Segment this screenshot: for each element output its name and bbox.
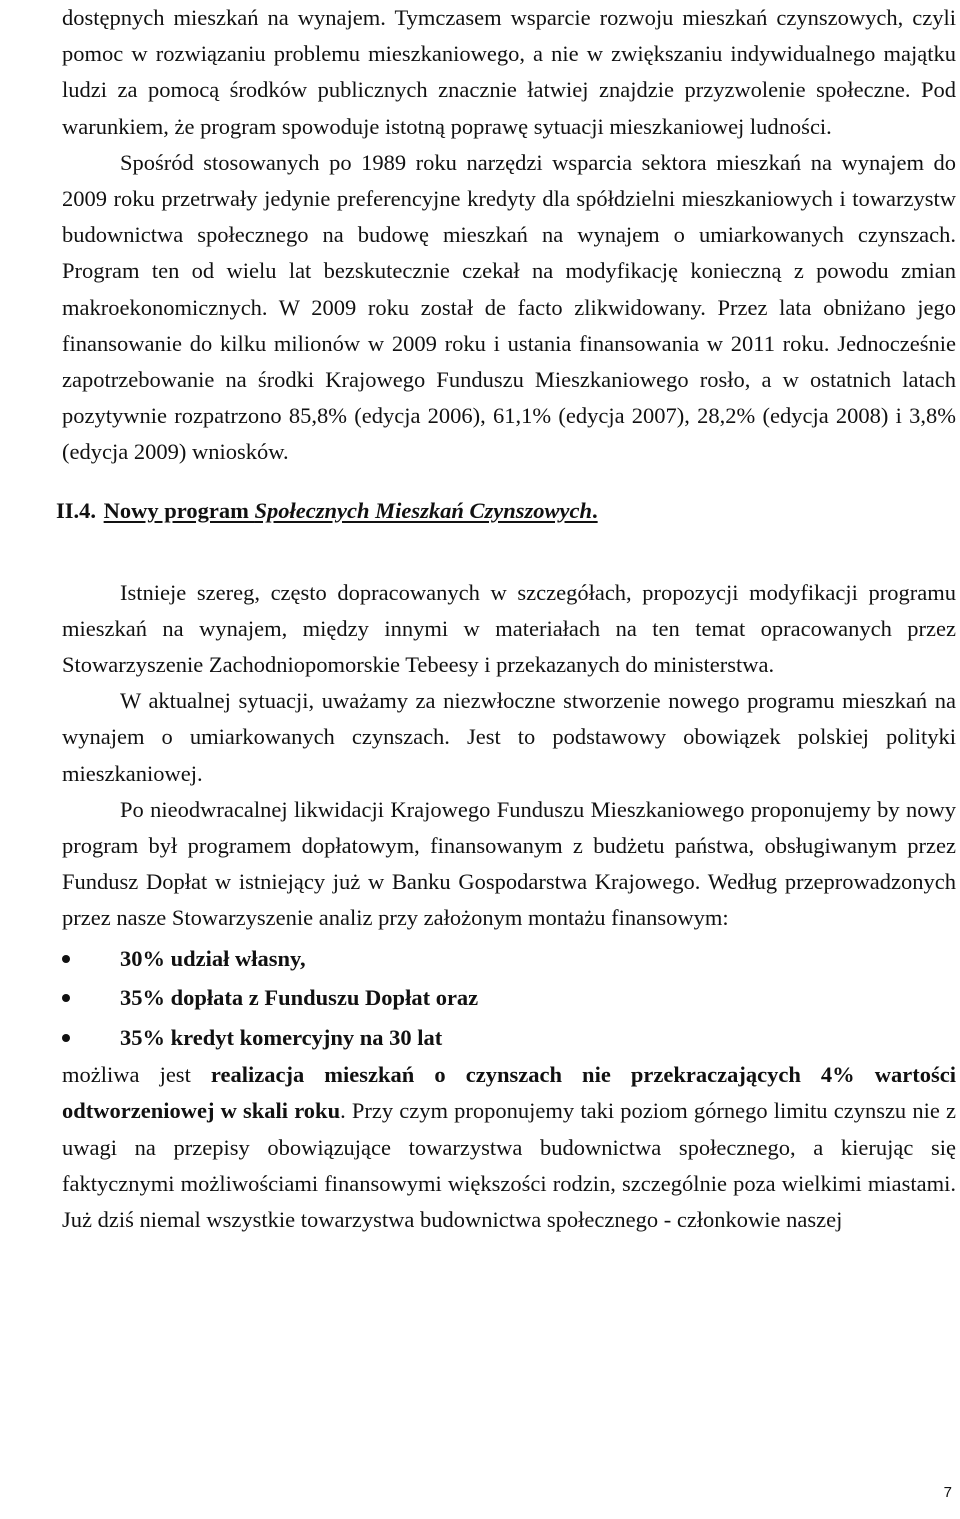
list-item: 35% dopłata z Funduszu Dopłat oraz [62,978,956,1018]
section-heading [56,493,956,529]
section-title: Nowy program Społecznych Mieszkań Czynszowych. [103,497,598,523]
paragraph-support-tools: Spośród stosowanych po 1989 roku narzędzi wsparcia sektora mieszkań na wynajem do 2009 roku przetrwały jedynie preferencyjne kredyty dla spółdzielni mieszkaniowych i towarzystw budownictwa społecznego na budowę mieszkań na wynajem o umiarkowanych czynszach. Program ten od wielu lat bezskutecznie czekał na modyfikację konieczną z powodu zmian makroekonomicznych. W 2009 roku został de facto zlikwidowany. Przez lata obniżano jego finansowanie do kilku milionów w 2009 roku i ustania finansowania w 2011 roku. Jednocześnie zapotrzebowanie na środki Krajowego Funduszu Mieszkaniowego rosło, a w ostatnich latach pozytywnie rozpatrzono 85,8% (edycja 2006), 61,1% (edycja 2007), 28,2% (edycja 2008) i 3,8% (edycja 2009) wniosków. [62,149,956,465]
page-number: 7 [943,1484,952,1501]
bullet-icon [62,955,70,963]
paragraph-proposals: Istnieje szereg, często dopracowanych w szczegółach, propozycji modyfikacji programu mieszkań na wynajem, między innymi w materiałach na ten temat opracowanych przez Stowarzyszenie Zachodniopomorskie Tebeesy i przekazanych do ministerstwa. [62,579,956,678]
bullet-icon [62,994,70,1002]
paragraph-continuation: dostępnych mieszkań na wynajem. Tymczasem wsparcie rozwoju mieszkań czynszowych, czyli pomoc w rozwiązaniu problemu mieszkaniowego, a nie w zwiększaniu indywidualnego majątku ludzi za pomocą środków publicznych znacznie łatwiej znajdzie przyzwolenie społeczne. Pod warunkiem, że program spowoduje istotną poprawę sytuacji mieszkaniowej ludności. [62,5,956,139]
document-page [56,0,956,1238]
paragraph-program-proposal: Po nieodwracalnej likwidacji Krajowego Funduszu Mieszkaniowego proponujemy by nowy program był programem dopłatowym, finansowanym z budżetu państwa, obsługiwanym przez Fundusz Dopłat w istniejący już w Banku Gospodarstwa Krajowego. Według przeprowadzonych przez nasze Stowarzyszenie analiz przy założonym montażu finansowym: [62,796,956,931]
section-number: II.4. [56,497,97,523]
list-item: 35% kredyt komercyjny na 30 lat [62,1018,956,1058]
bullet-icon [62,1034,70,1042]
paragraph-rent-limit: możliwa jest realizacja mieszkań o czynszach nie przekraczających 4% wartości odtworzeniowej w skali roku. Przy czym proponujemy taki poziom górnego limitu czynszu nie z uwagi na przepisy obowiązujące towarzystwa budownictwa społecznego, a kierując się faktycznymi możliwościami finansowymi większości rodzin, szczególnie poza wielkimi miastami. Już dziś niemal wszystkie towarzystwa budownictwa społecznego - członkowie naszej [62,1062,956,1232]
paragraph-current-situation: W aktualnej sytuacji, uważamy za niezwłoczne stworzenie nowego programu mieszkań na wynajem o umiarkowanych czynszach. Jest to podstawowy obowiązek polskiej polityki mieszkaniowej. [62,688,956,786]
list-item: 30% udział własny, [62,939,956,979]
financing-list [62,939,956,1058]
